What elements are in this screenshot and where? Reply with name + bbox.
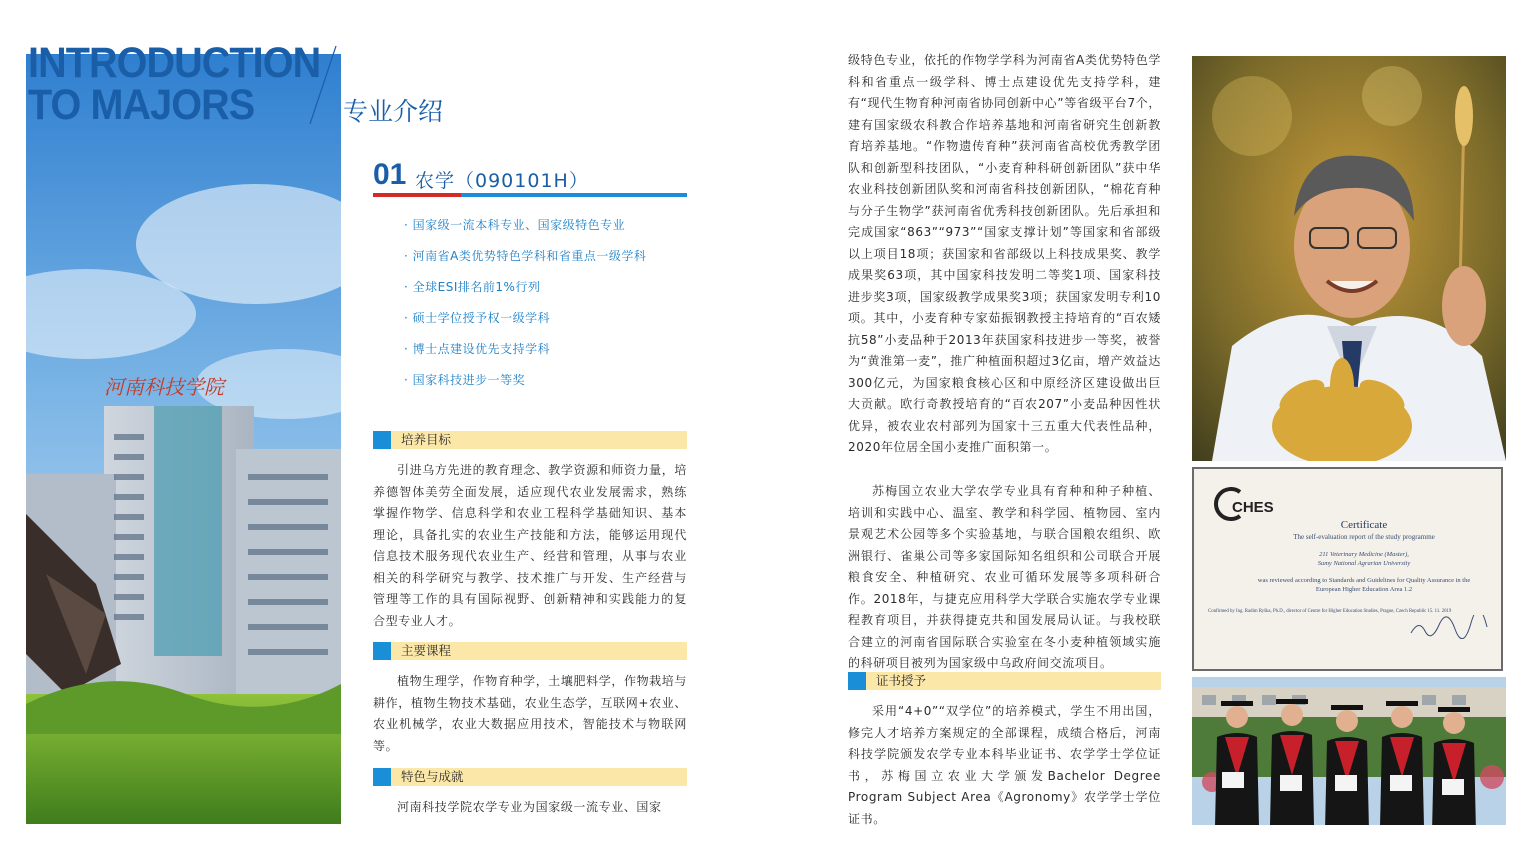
list-item: · 国家科技进步一等奖 <box>404 373 526 387</box>
cert-heading: Certificate <box>1340 519 1388 531</box>
certificate-paragraph: 采用“4+0”“双学位”的培养模式，学生不用出国，修完人才培养方案规定的全部课程，成绩合格后，河南科技学院颁发农学专业本科毕业证书、农学学士学位证书，苏梅国立农业大学颁发Bachelor Degree Program Subject Area《Agronomy》农学学士学位证书。 <box>848 704 1161 826</box>
page-title-cn: 专业介绍 <box>343 97 444 126</box>
list-item: · 硕士学位授予权一级学科 <box>404 311 551 325</box>
cert-line: Sumy National Agrarian University <box>1317 560 1411 567</box>
page-title-en <box>28 39 332 129</box>
title-line-1: INTRODUCTION <box>28 39 321 87</box>
highlights-list <box>404 214 694 400</box>
features-paragraph-start: 河南科技学院农学专业为国家级一流专业、国家 <box>397 800 662 814</box>
professor-wheat-photo <box>1192 56 1506 461</box>
square-icon <box>373 768 391 786</box>
section-title: 主要课程 <box>401 643 452 658</box>
ches-certificate-photo <box>1192 467 1503 671</box>
building-sign: 河南科技学院 <box>104 375 224 399</box>
cert-line: Confirmed by Ing. Radim Ryška, Ph.D., director of Centre for Higher Education Studies, Prague, Czech Republic 15. 11. 2019 <box>1208 609 1452 614</box>
list-item: · 全球ESI排名前1%行列 <box>404 280 541 294</box>
signature-icon <box>1409 615 1489 639</box>
title-line-2: TO MAJORS <box>28 81 255 129</box>
section-title: 培养目标 <box>401 432 452 447</box>
section-header-goal <box>373 431 687 449</box>
section-header-features <box>373 768 687 786</box>
cert-line: European Higher Education Area 1.2 <box>1315 586 1413 593</box>
section-title: 证书授予 <box>876 673 927 688</box>
features-paragraph-cont: 级特色专业，依托的作物学学科为河南省A类优势特色学科和省重点一级学科、博士点建设优先支持学科，建有“现代生物育种河南省协同创新中心”等省级平台7个，建有国家级农科教合作培养基地和河南省研究生创新教育培养基地。“作物遗传育种”获河南省高校优秀教学团队和创新型科技团队，“小麦育种科研创新团队”获中华农业科技创新团队奖和河南省科技创新团队，“棉花育种与分子生物学”获河南省优秀科技创新团队。先后承担和完成国家“863”“973”“国家支撑计划”等国家和省部级以上项目18项；获国家和省部级以上科技成果奖、教学成果奖63项，其中国家科技发明二等奖1项、国家科技进步奖3项，国家级教学成果奖3项；获国家发明专利10项。其中，小麦育种专家茹振钢教授主持培育的“百农矮抗58”小麦品种于2013年获国家科技进步一等奖，被誉为“黄淮第一麦”，推广种植面积超过3亿亩，增产效益达300亿元，为国家粮食核心区和中原经济区建设做出巨大贡献。欧行奇教授培育的“百农207”小麦品种因性状优异，被农业农村部列为国家十三五重大代表性品种，2020年位居全国小麦推广面积第一。 <box>848 53 1161 454</box>
section-title: 特色与成就 <box>401 769 464 784</box>
campus-building-photo <box>26 54 341 824</box>
features-paragraph-2: 苏梅国立农业大学农学专业具有育种和种子种植、培训和实践中心、温室、教学和科学园、植物园、室内景观艺术公园等多个实验基地，与联合国粮农组织、欧洲银行、雀巢公司等多家国际知名组织和公司联合开展粮食安全、种植研究、农业可循环发展等多项科研合作。2018年，与捷克应用科学大学联合实施农学专业课程教育项目，并获得捷克共和国发展局认证。与我校联合建立的河南省国际联合实验室在冬小麦种植领域实施的科研项目被列为国家级中乌政府间交流项目。 <box>848 484 1161 670</box>
list-item: · 国家级一流本科专业、国家级特色专业 <box>404 218 626 232</box>
ches-logo-text: CHES <box>1232 499 1274 516</box>
square-icon <box>373 642 391 660</box>
slash-divider-icon <box>308 46 338 124</box>
section-header-courses <box>373 642 687 660</box>
graduates-photo <box>1192 677 1506 825</box>
list-item: · 博士点建设优先支持学科 <box>404 342 551 356</box>
list-item: · 河南省A类优势特色学科和省重点一级学科 <box>404 249 647 263</box>
major-name: 农学（090101H） <box>415 170 589 192</box>
goal-paragraph: 引进乌方先进的教育理念、教学资源和师资力量，培养德智体美劳全面发展，适应现代农业发展需求，熟练掌握作物学、信息科学和农业工程科学基础知识、基本理论，具备扎实的农业生产技能和方法，能够运用现代信息技术服务现代农业生产、经营和管理，从事与农业相关的科学研究与教学、技术推广与开发、生产经营与管理等工作的具有国际视野、创新精神和实践能力的复合型专业人才。 <box>373 463 687 628</box>
heading-underline-accent <box>373 193 461 197</box>
section-header-certificate <box>848 672 1161 690</box>
major-number: 01 <box>373 158 407 191</box>
cert-line: 211 Veterinary Medicine (Master), <box>1319 551 1409 558</box>
cert-line: The self-evaluation report of the study programme <box>1293 533 1435 541</box>
cert-line: was reviewed according to Standards and Guidelines for Quality Assurance in the <box>1257 577 1471 584</box>
square-icon <box>848 672 866 690</box>
square-icon <box>373 431 391 449</box>
courses-paragraph: 植物生理学，作物育种学，土壤肥料学，作物栽培与耕作，植物生物技术基础，农业生态学，互联网+农业、农业机械学，农业大数据应用技术，智能技术与物联网等。 <box>373 674 687 753</box>
